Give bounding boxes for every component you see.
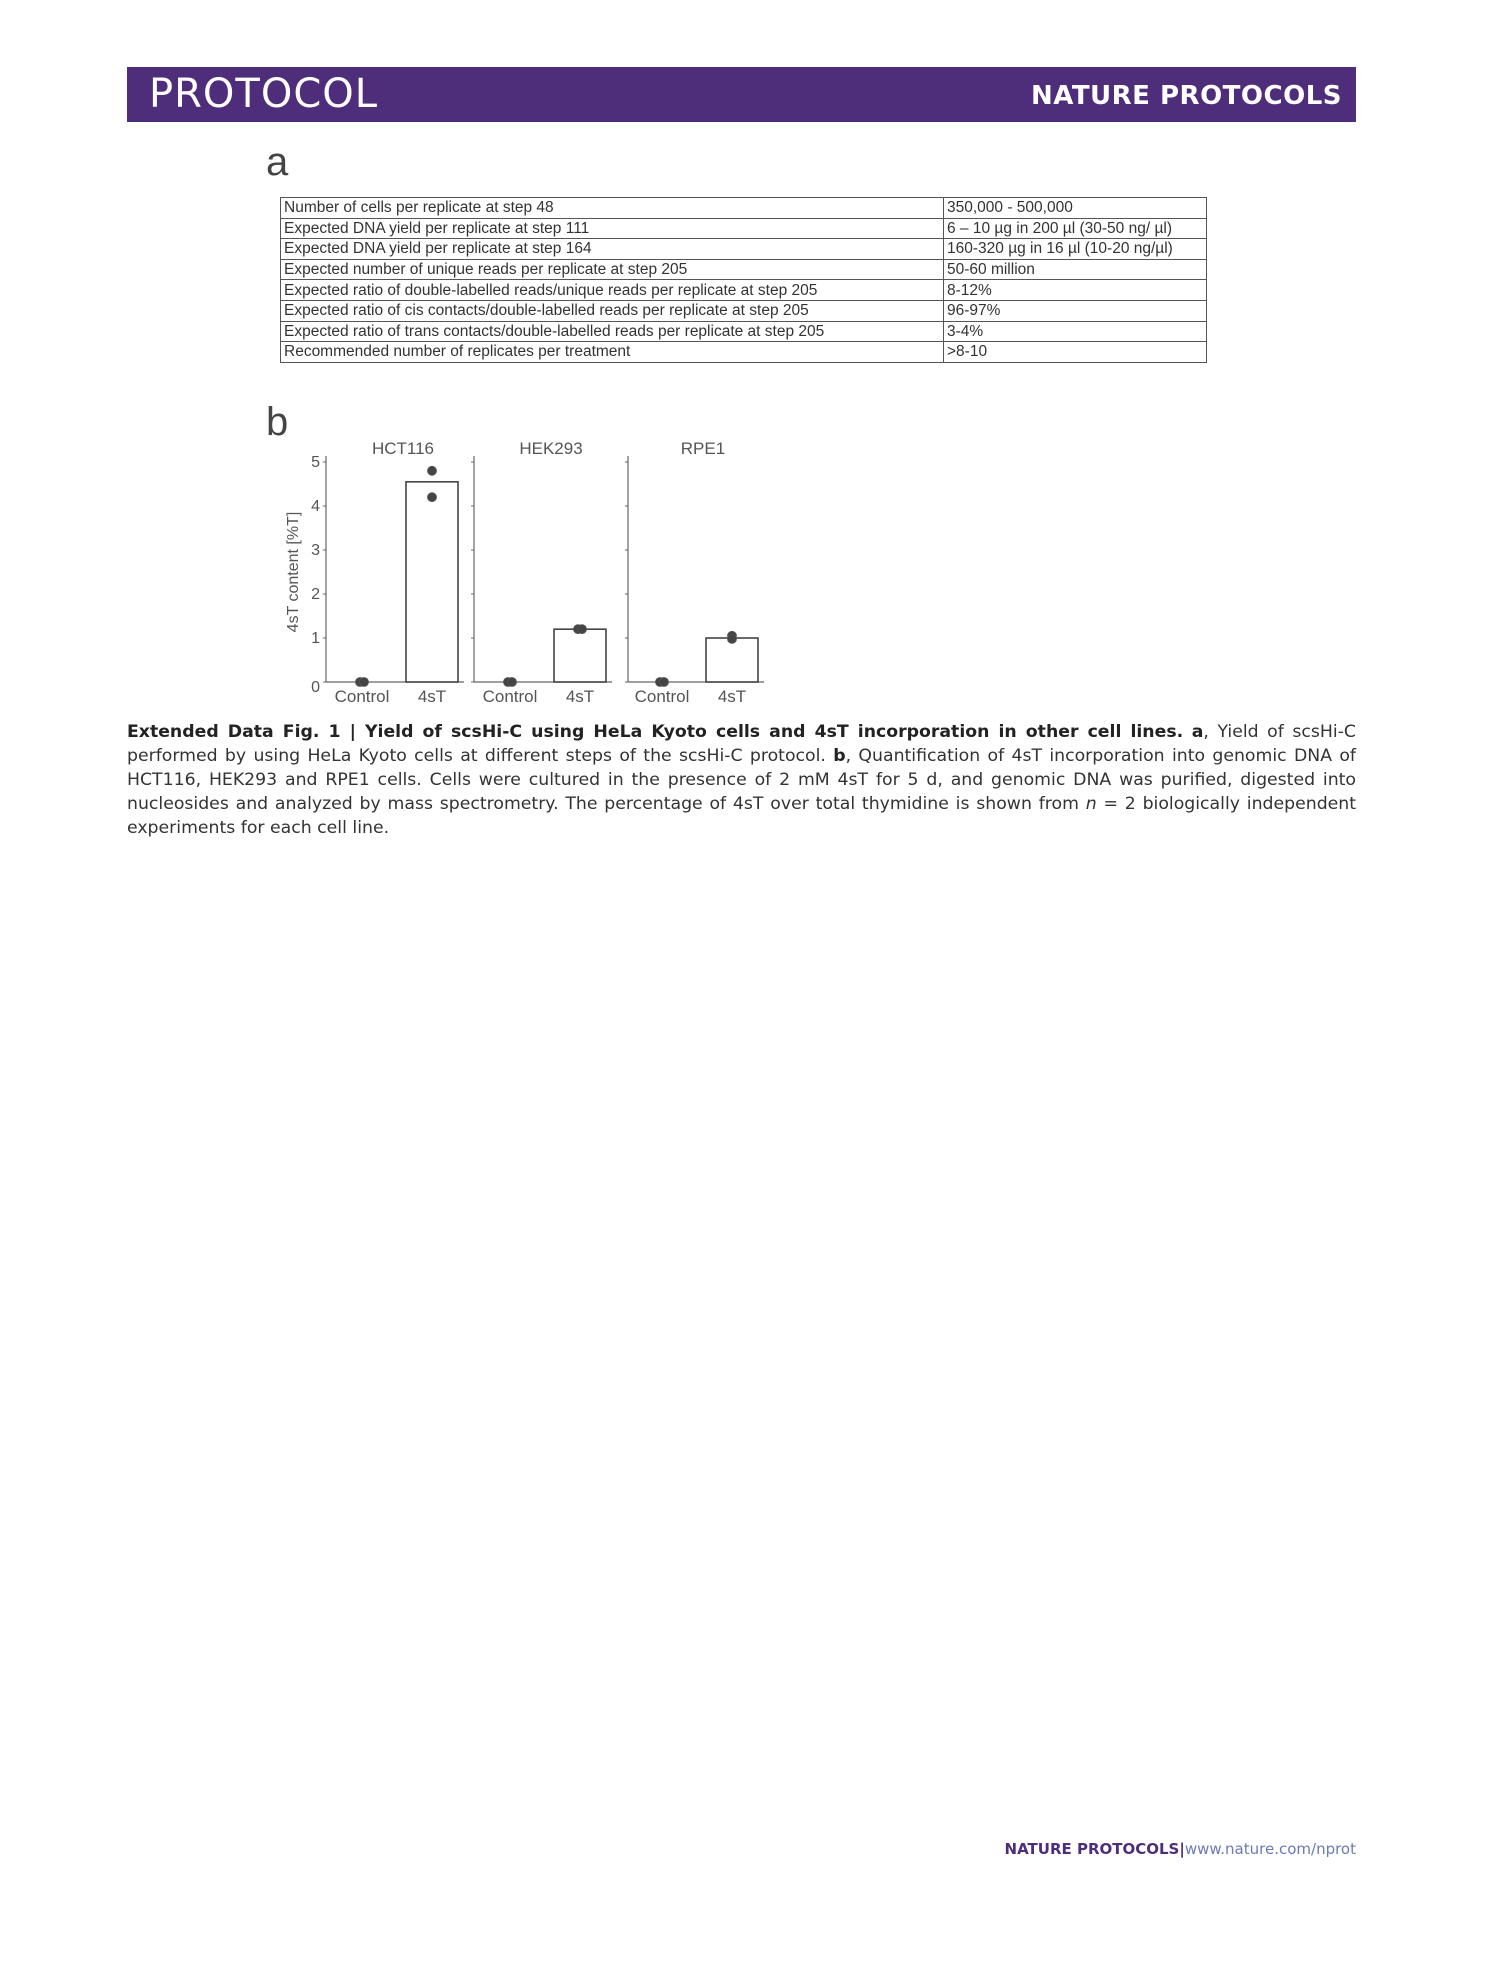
x-tick-label: Control (634, 687, 690, 706)
bar-rpe1-4st (706, 638, 758, 682)
table-cell-value: 6 – 10 µg in 200 µl (30-50 ng/ µl) (944, 218, 1207, 239)
table-row (281, 342, 1207, 363)
table-cell-value: 3-4% (944, 321, 1207, 342)
footer-url-link[interactable]: www.nature.com/nprot (1184, 1840, 1356, 1858)
table-cell-parameter: Expected ratio of double-labelled reads/unique reads per replicate at step 205 (281, 280, 944, 301)
footer-separator: | (1179, 1840, 1185, 1858)
table-cell-parameter: Expected DNA yield per replicate at step 164 (281, 239, 944, 260)
table-cell-parameter: Expected DNA yield per replicate at step 111 (281, 218, 944, 239)
table-row (281, 280, 1207, 301)
data-point (660, 678, 669, 687)
caption-b-text-end: = 2 biologically independent experiments for each cell line. (127, 794, 1357, 838)
bar-hek293-4st (554, 629, 606, 682)
bar-hct116-4st (406, 482, 458, 682)
table-cell-value: 8-12% (944, 280, 1207, 301)
table-cell-value: 350,000 - 500,000 (944, 198, 1207, 219)
data-point (728, 634, 737, 643)
table-row (281, 239, 1207, 260)
table-row (281, 259, 1207, 280)
section-title: PROTOCOL (149, 71, 379, 117)
data-point (428, 466, 437, 475)
x-tick-label: 4sT (417, 687, 447, 706)
table-cell-parameter: Recommended number of replicates per treatment (281, 342, 944, 363)
table-cell-value: 160-320 µg in 16 µl (10-20 ng/µl) (944, 239, 1207, 260)
caption-a-text: , Yield of scsHi-C performed by using HeLa Kyoto cells at different steps of the scsHi-C protocol. (127, 722, 1356, 766)
x-tick-label: Control (334, 687, 390, 706)
footer-journal: NATURE PROTOCOLS (1004, 1840, 1180, 1858)
caption-b-label: b (833, 746, 846, 766)
table-row (281, 321, 1207, 342)
data-point (578, 625, 587, 634)
figure-caption (127, 720, 1356, 840)
caption-a-label: a (1191, 722, 1204, 742)
journal-title: NATURE PROTOCOLS (1030, 81, 1342, 111)
table-cell-value: 96-97% (944, 300, 1207, 321)
page-footer (1005, 1840, 1356, 1858)
y-tick-label: 2 (311, 586, 320, 603)
y-tick-label: 3 (311, 542, 320, 559)
caption-b-text: , Quantification of 4sT incorporation into genomic DNA of HCT116, HEK293 and RPE1 cells. Cells were cultured in the presence of 2 mM 4sT for 5 d, and genomic DNA was purified, digested into nucleosides and analyzed by mass spectrometry. The percentage of 4sT over total thymidine is shown from (127, 746, 1356, 814)
y-tick-label: 0 (311, 679, 320, 696)
panel-b-label: b (266, 400, 289, 444)
y-tick-label: 5 (311, 454, 320, 471)
caption-figure-label: Extended Data Fig. 1 | Yield of scsHi-C using HeLa Kyoto cells and 4sT incorporation in other cell lines. (127, 722, 1184, 742)
data-point (360, 678, 369, 687)
x-tick-label: Control (482, 687, 538, 706)
table-cell-parameter: Expected ratio of trans contacts/double-labelled reads per replicate at step 205 (281, 321, 944, 342)
table-cell-parameter: Number of cells per replicate at step 48 (281, 198, 944, 219)
y-tick-label: 1 (311, 630, 320, 647)
panel-title-rpe1: RPE1 (680, 439, 726, 458)
table-cell-value: 50-60 million (944, 259, 1207, 280)
panel-a-label: a (266, 140, 289, 184)
table-cell-parameter: Expected number of unique reads per replicate at step 205 (281, 259, 944, 280)
table-row (281, 300, 1207, 321)
data-point (508, 678, 517, 687)
table-cell-parameter: Expected ratio of cis contacts/double-labelled reads per replicate at step 205 (281, 300, 944, 321)
bar-chart (270, 430, 790, 720)
x-tick-label: 4sT (565, 687, 595, 706)
yield-table (280, 197, 1207, 363)
table-row (281, 198, 1207, 219)
data-point (428, 493, 437, 502)
y-axis-label: 4sT content [%T] (285, 511, 302, 633)
x-tick-label: 4sT (717, 687, 747, 706)
panel-title-hek293: HEK293 (519, 439, 583, 458)
header-bar (127, 67, 1356, 122)
panel-title-hct116: HCT116 (371, 439, 435, 458)
y-tick-label: 4 (311, 498, 320, 515)
caption-n-variable: n (1085, 794, 1097, 814)
table-cell-value: >8-10 (944, 342, 1207, 363)
table-row (281, 218, 1207, 239)
